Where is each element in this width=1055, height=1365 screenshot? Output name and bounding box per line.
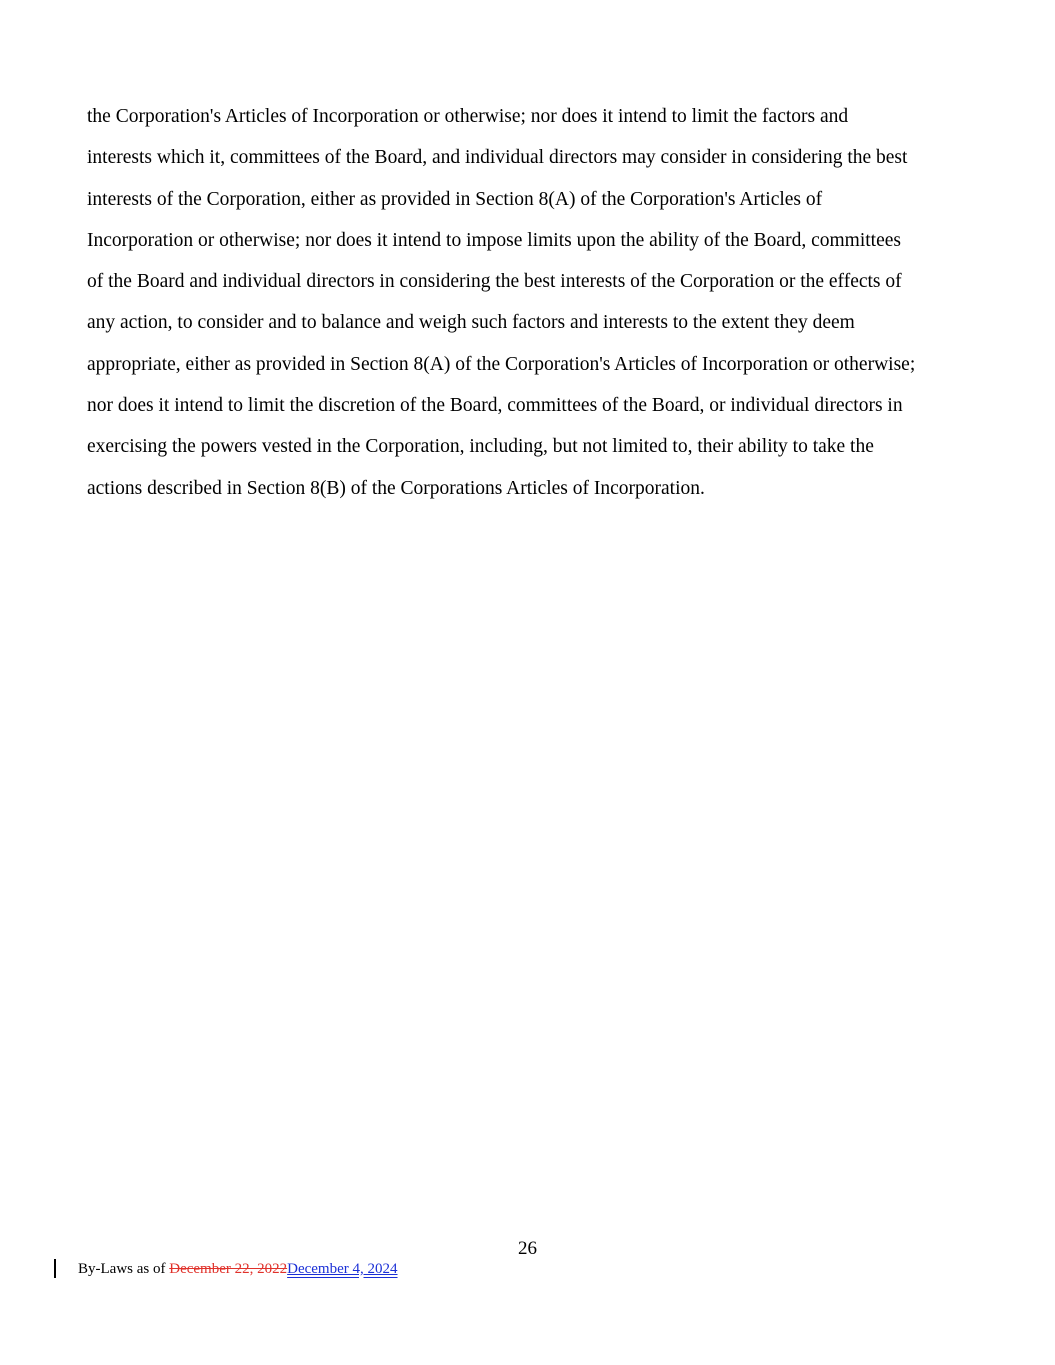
paragraph-line: of the Board and individual directors in considering the best interests of the Corporation or the effects of [87, 271, 902, 293]
paragraph-line: the Corporation's Articles of Incorporation or otherwise; nor does it intend to limit the factors and [87, 106, 849, 127]
paragraph-line: nor does it intend to limit the discretion of the Board, committees of the Board, or individual directors in [87, 395, 903, 417]
footer [78, 1259, 398, 1279]
footer-prefix: By-Laws as of [78, 1261, 170, 1277]
footer-deleted-date: December 22, 2022 [169, 1261, 288, 1277]
paragraph-line: any action, to consider and to balance and weigh such factors and interests to the extent they deem [87, 312, 855, 334]
paragraph-line: interests which it, committees of the Board, and individual directors may consider in considering the best [87, 147, 908, 169]
page-number: 26 [518, 1238, 537, 1259]
paragraph-line: appropriate, either as provided in Section 8(A) of the Corporation's Articles of Incorporation or otherwise; [87, 353, 916, 375]
paragraph-line: exercising the powers vested in the Corporation, including, but not limited to, their ability to take the [87, 436, 874, 458]
paragraph-line: Incorporation or otherwise; nor does it intend to impose limits upon the ability of the Board, committees [87, 229, 901, 251]
paragraph-line: interests of the Corporation, either as provided in Section 8(A) of the Corporation's Articles of [87, 188, 823, 210]
footer-inserted-date: December 4, 2024 [287, 1261, 398, 1277]
paragraph-line: actions described in Section 8(B) of the Corporations Articles of Incorporation. [87, 477, 705, 499]
body-paragraph [87, 96, 977, 509]
change-bar [54, 1259, 56, 1278]
